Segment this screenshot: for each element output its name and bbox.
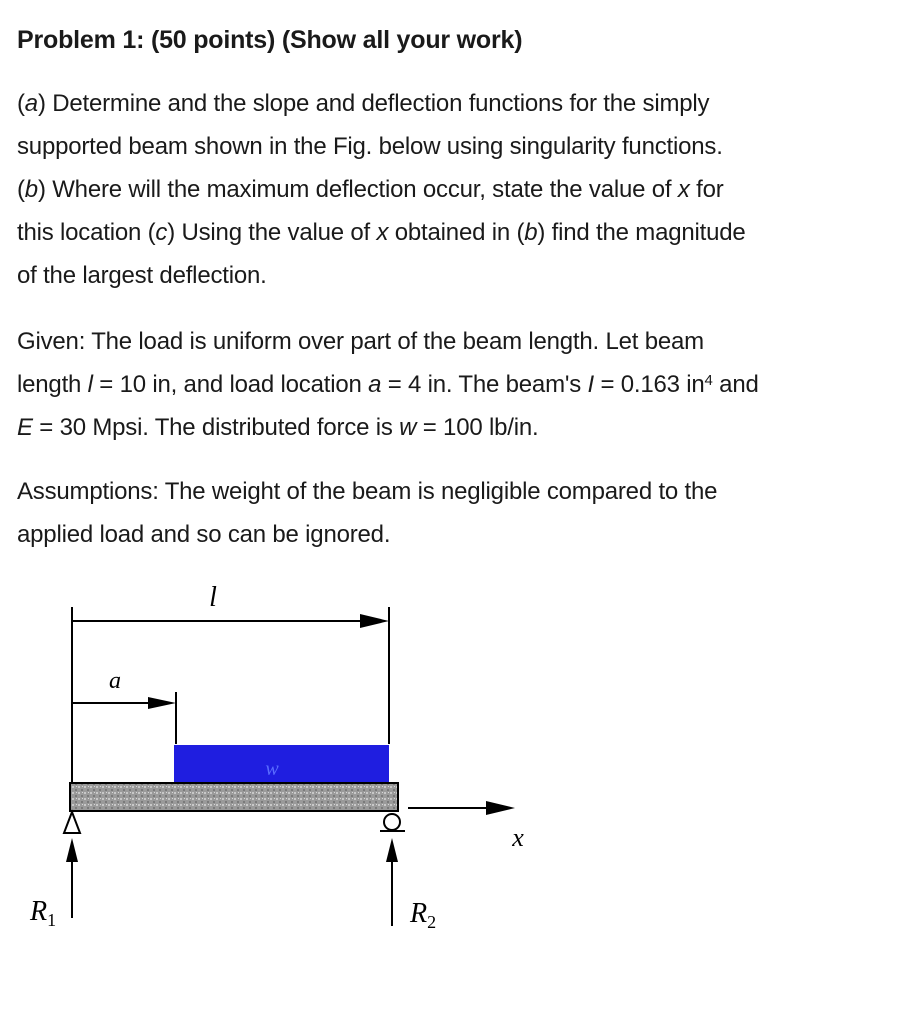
part-b-reference: b <box>524 219 538 246</box>
part-c-line-2: of the largest deflection. <box>17 262 267 289</box>
given-section <box>17 320 897 449</box>
part-b-label: b <box>24 176 38 203</box>
E-variable: E <box>17 414 33 441</box>
part-c-label: c <box>155 219 168 246</box>
assumptions-line-1: Assumptions: The weight of the beam is negligible compared to the <box>17 478 718 505</box>
w-variable: w <box>399 414 417 441</box>
problem-title: Problem 1: (50 points) (Show all your work) <box>17 26 523 54</box>
problem-statement <box>17 82 897 297</box>
part-a-line-2: supported beam shown in the Fig. below using singularity functions. <box>17 133 723 160</box>
beam <box>70 783 398 811</box>
left-reaction-arrowhead <box>66 838 78 862</box>
l-variable: l <box>87 371 93 398</box>
assumptions-line-2: applied load and so can be ignored. <box>17 521 391 548</box>
given-line-3: E = 30 Mpsi. The distributed force is w = 100 lb/in. <box>17 414 539 441</box>
I-exponent: 4 <box>704 372 713 389</box>
assumptions-section <box>17 470 897 556</box>
given-line-2: length l = 10 in, and load location a = 4 in. The beam's I = 0.163 $in^4$ and <box>17 371 759 398</box>
I-variable: I <box>587 371 594 398</box>
x-variable: x <box>376 219 389 246</box>
reaction-R2-label: $R_2$ <box>410 898 437 932</box>
distributed-load <box>174 745 389 783</box>
part-a-line-1: (a) Determine and the slope and deflection functions for the simply <box>17 90 710 117</box>
a-arrowhead <box>148 697 176 709</box>
x-variable: x <box>677 176 690 203</box>
reaction-R1-label: $R_1$ <box>30 896 57 930</box>
length-arrowhead <box>360 614 389 628</box>
right-roller-support <box>384 814 400 830</box>
length-label: l <box>209 582 217 613</box>
part-b-line: (b) Where will the maximum deflection occur, state the value of x for <box>17 176 724 203</box>
part-c-line-1: this location (c) Using the value of x obtained in (b) find the magnitude <box>17 219 746 246</box>
right-reaction-arrowhead <box>386 838 398 862</box>
a-label: a <box>109 668 121 694</box>
x-axis-arrowhead <box>486 801 515 815</box>
load-label: w <box>265 758 279 780</box>
a-variable: a <box>368 371 382 398</box>
part-a-label: a <box>24 90 38 117</box>
beam-figure <box>0 560 907 1024</box>
left-pin-support <box>64 812 80 833</box>
x-axis-label: x <box>512 823 524 852</box>
given-line-1: Given: The load is uniform over part of the beam length. Let beam <box>17 328 704 355</box>
